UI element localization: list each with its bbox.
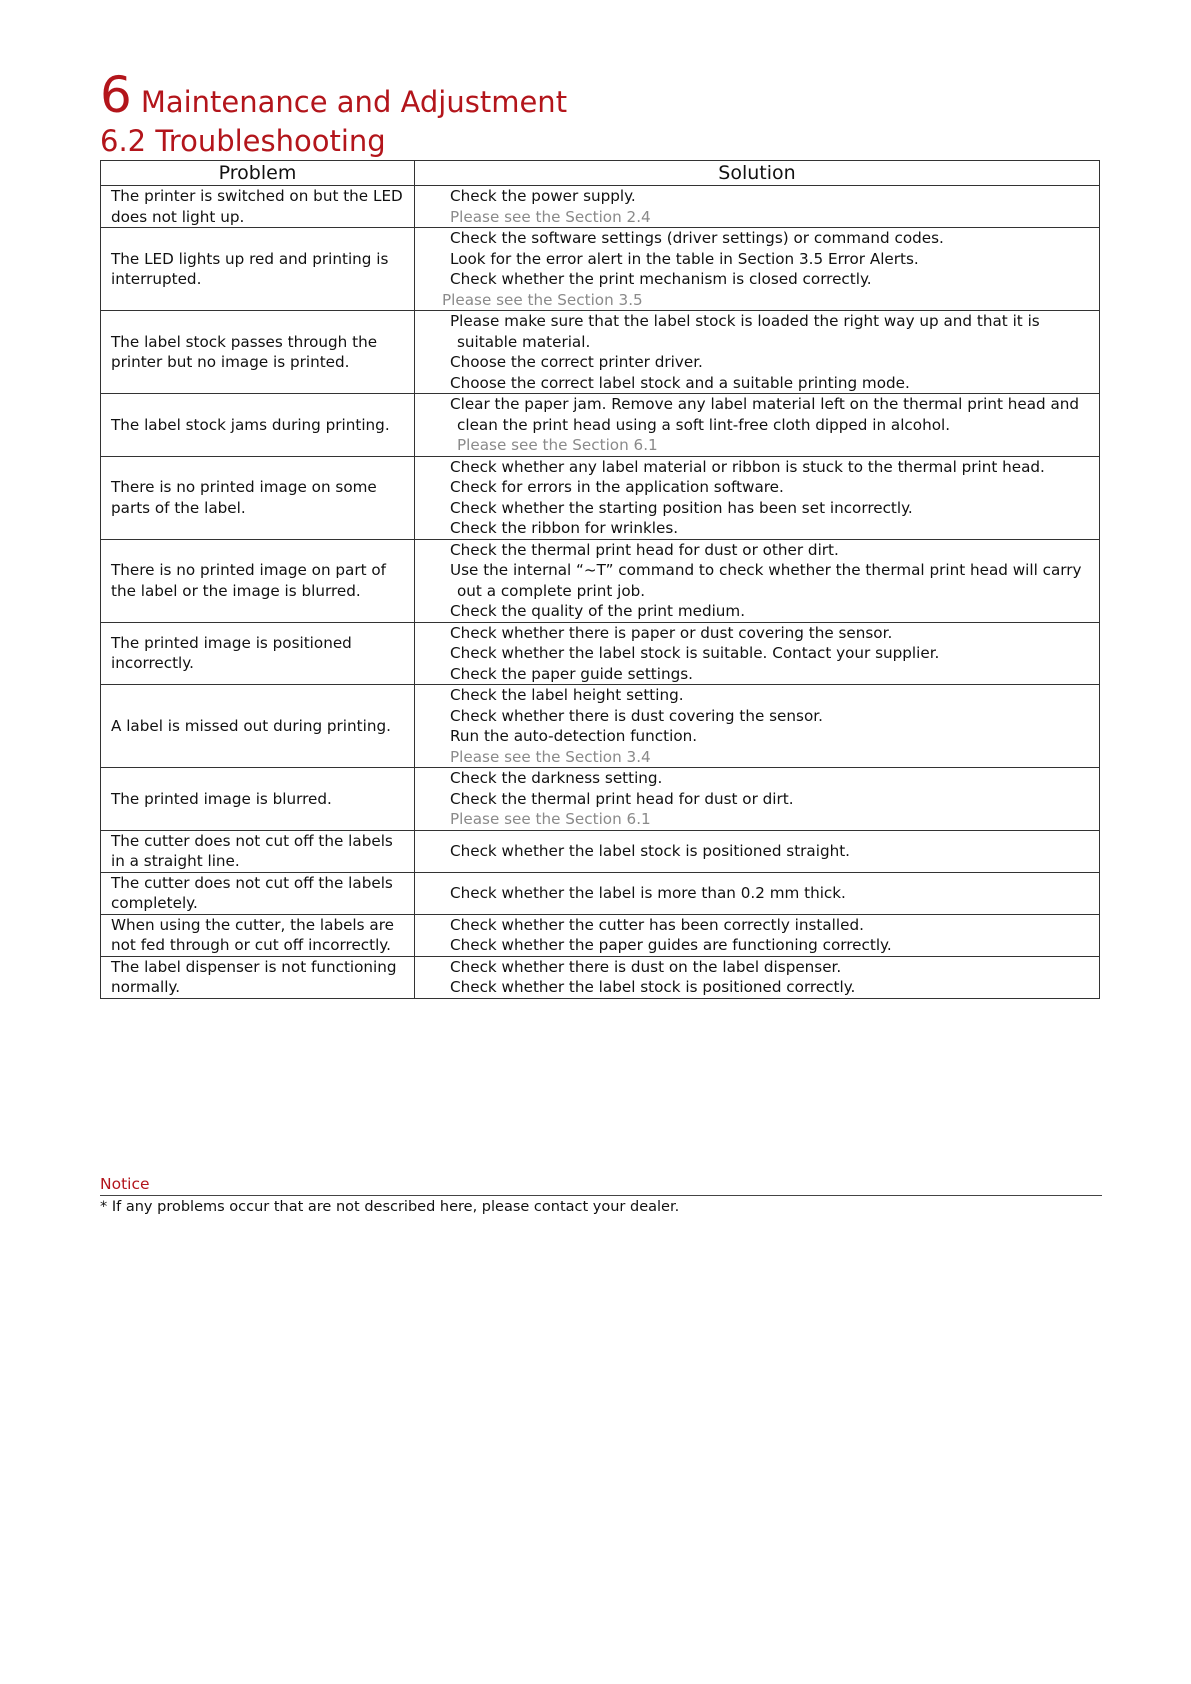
solution-cell: [415, 228, 1100, 311]
problem-cell: The label stock passes through the printer but no image is printed.: [101, 311, 415, 394]
notice-text: * If any problems occur that are not described here, please contact your dealer.: [100, 1199, 680, 1215]
table-row: [101, 311, 1100, 394]
chapter-heading: [100, 62, 1100, 124]
solution-line: Choose the correct label stock and a suitable printing mode.: [450, 373, 910, 392]
solution-cell: [415, 956, 1100, 998]
table-row: [101, 622, 1100, 685]
problem-cell: The printer is switched on but the LED does not light up.: [101, 186, 415, 228]
solution-line: Check whether there is paper or dust covering the sensor.: [450, 623, 893, 642]
table-row: [101, 872, 1100, 914]
solution-line: Check whether the cutter has been correctly installed.: [450, 915, 864, 934]
table-row: [101, 539, 1100, 622]
solution-column-header: Solution: [415, 161, 1100, 186]
solution-line: Check the darkness setting.: [450, 769, 663, 787]
table-body: [101, 186, 1100, 999]
solution-line: Check whether the label stock is suitable. Contact your supplier.: [450, 644, 940, 662]
solution-line: Check whether any label material or ribbon is stuck to the thermal print head.: [450, 457, 1045, 476]
table-row: [101, 914, 1100, 956]
table-row: [101, 830, 1100, 872]
chapter-number: 6: [100, 66, 131, 124]
chapter-title: Maintenance and Adjustment: [140, 85, 568, 119]
problem-cell: The LED lights up red and printing is interrupted.: [101, 228, 415, 311]
solution-line: Use the internal “~T” command to check whether the thermal print head will carry out a complete print job.: [450, 561, 1082, 600]
problem-cell: The label dispenser is not functioning normally.: [101, 956, 415, 998]
solution-line: Clear the paper jam. Remove any label material left on the thermal print head and clean the print head using a soft lint-free cloth dipped in alcohol.: [450, 395, 1080, 434]
solution-line: Run the auto-detection function.: [450, 727, 698, 745]
table-row: [101, 394, 1100, 457]
solution-line: Check whether there is dust covering the sensor.: [450, 706, 823, 725]
solution-line: Check whether the print mechanism is closed correctly.: [450, 270, 872, 288]
solution-line: Look for the error alert in the table in Section 3.5 Error Alerts.: [450, 249, 919, 268]
problem-cell: There is no printed image on part of the label or the image is blurred.: [101, 539, 415, 622]
solution-cell: [415, 394, 1100, 457]
problem-cell: A label is missed out during printing.: [101, 685, 415, 768]
solution-cell: [415, 872, 1100, 914]
solution-cell: [415, 456, 1100, 539]
solution-line: Check whether the paper guides are functioning correctly.: [450, 936, 892, 954]
problem-cell: The printed image is blurred.: [101, 768, 415, 831]
table-row: [101, 685, 1100, 768]
solution-cell: [415, 830, 1100, 872]
table-row: [101, 186, 1100, 228]
solution-line: Check for errors in the application software.: [450, 478, 784, 496]
section-reference: Please see the Section 6.1: [457, 436, 658, 454]
solution-line: Check the power supply.: [450, 187, 636, 205]
solution-cell: [415, 311, 1100, 394]
solution-line: Check the label height setting.: [450, 686, 684, 704]
section-title: 6.2 Troubleshooting: [100, 124, 386, 158]
section-reference: Please see the Section 2.4: [450, 207, 651, 226]
table-header-row: [101, 161, 1100, 186]
solution-line: Check whether the starting position has been set incorrectly.: [450, 498, 913, 517]
problem-column-header: Problem: [101, 161, 415, 186]
table-row: [101, 456, 1100, 539]
problem-cell: There is no printed image on some parts of the label.: [101, 456, 415, 539]
section-reference: Please see the Section 3.5: [442, 290, 643, 309]
notice-label: Notice: [100, 1174, 1102, 1196]
solution-line: Check whether the label stock is positioned correctly.: [450, 978, 856, 996]
troubleshooting-table: [100, 160, 1100, 999]
problem-cell: The cutter does not cut off the labels in a straight line.: [101, 830, 415, 872]
solution-line: Check the paper guide settings.: [450, 664, 693, 683]
section-reference: Please see the Section 3.4: [450, 747, 651, 766]
solution-line: Check the thermal print head for dust or dirt.: [450, 789, 794, 808]
problem-cell: The printed image is positioned incorrectly.: [101, 622, 415, 685]
solution-line: Check whether there is dust on the label dispenser.: [450, 957, 842, 976]
page-content: [100, 62, 1100, 999]
problem-cell: The label stock jams during printing.: [101, 394, 415, 457]
solution-cell: [415, 622, 1100, 685]
solution-line: Check the quality of the print medium.: [450, 602, 746, 620]
problem-cell: When using the cutter, the labels are not fed through or cut off incorrectly.: [101, 914, 415, 956]
solution-line: Choose the correct printer driver.: [450, 353, 703, 371]
solution-cell: [415, 539, 1100, 622]
table-row: [101, 956, 1100, 998]
solution-line: Please make sure that the label stock is loaded the right way up and that it is suitable material.: [450, 312, 1040, 351]
solution-line: Check whether the label stock is positioned straight.: [450, 841, 850, 860]
solution-cell: [415, 768, 1100, 831]
table-row: [101, 768, 1100, 831]
problem-cell: The cutter does not cut off the labels completely.: [101, 872, 415, 914]
notice-block: [100, 1174, 1102, 1217]
solution-cell: [415, 685, 1100, 768]
table-row: [101, 228, 1100, 311]
solution-line: Check whether the label is more than 0.2 mm thick.: [450, 883, 846, 902]
solution-cell: [415, 914, 1100, 956]
solution-cell: [415, 186, 1100, 228]
solution-line: Check the ribbon for wrinkles.: [450, 519, 679, 537]
solution-line: Check the software settings (driver settings) or command codes.: [450, 229, 944, 247]
solution-line: Check the thermal print head for dust or other dirt.: [450, 540, 839, 559]
section-reference: Please see the Section 6.1: [450, 810, 651, 828]
